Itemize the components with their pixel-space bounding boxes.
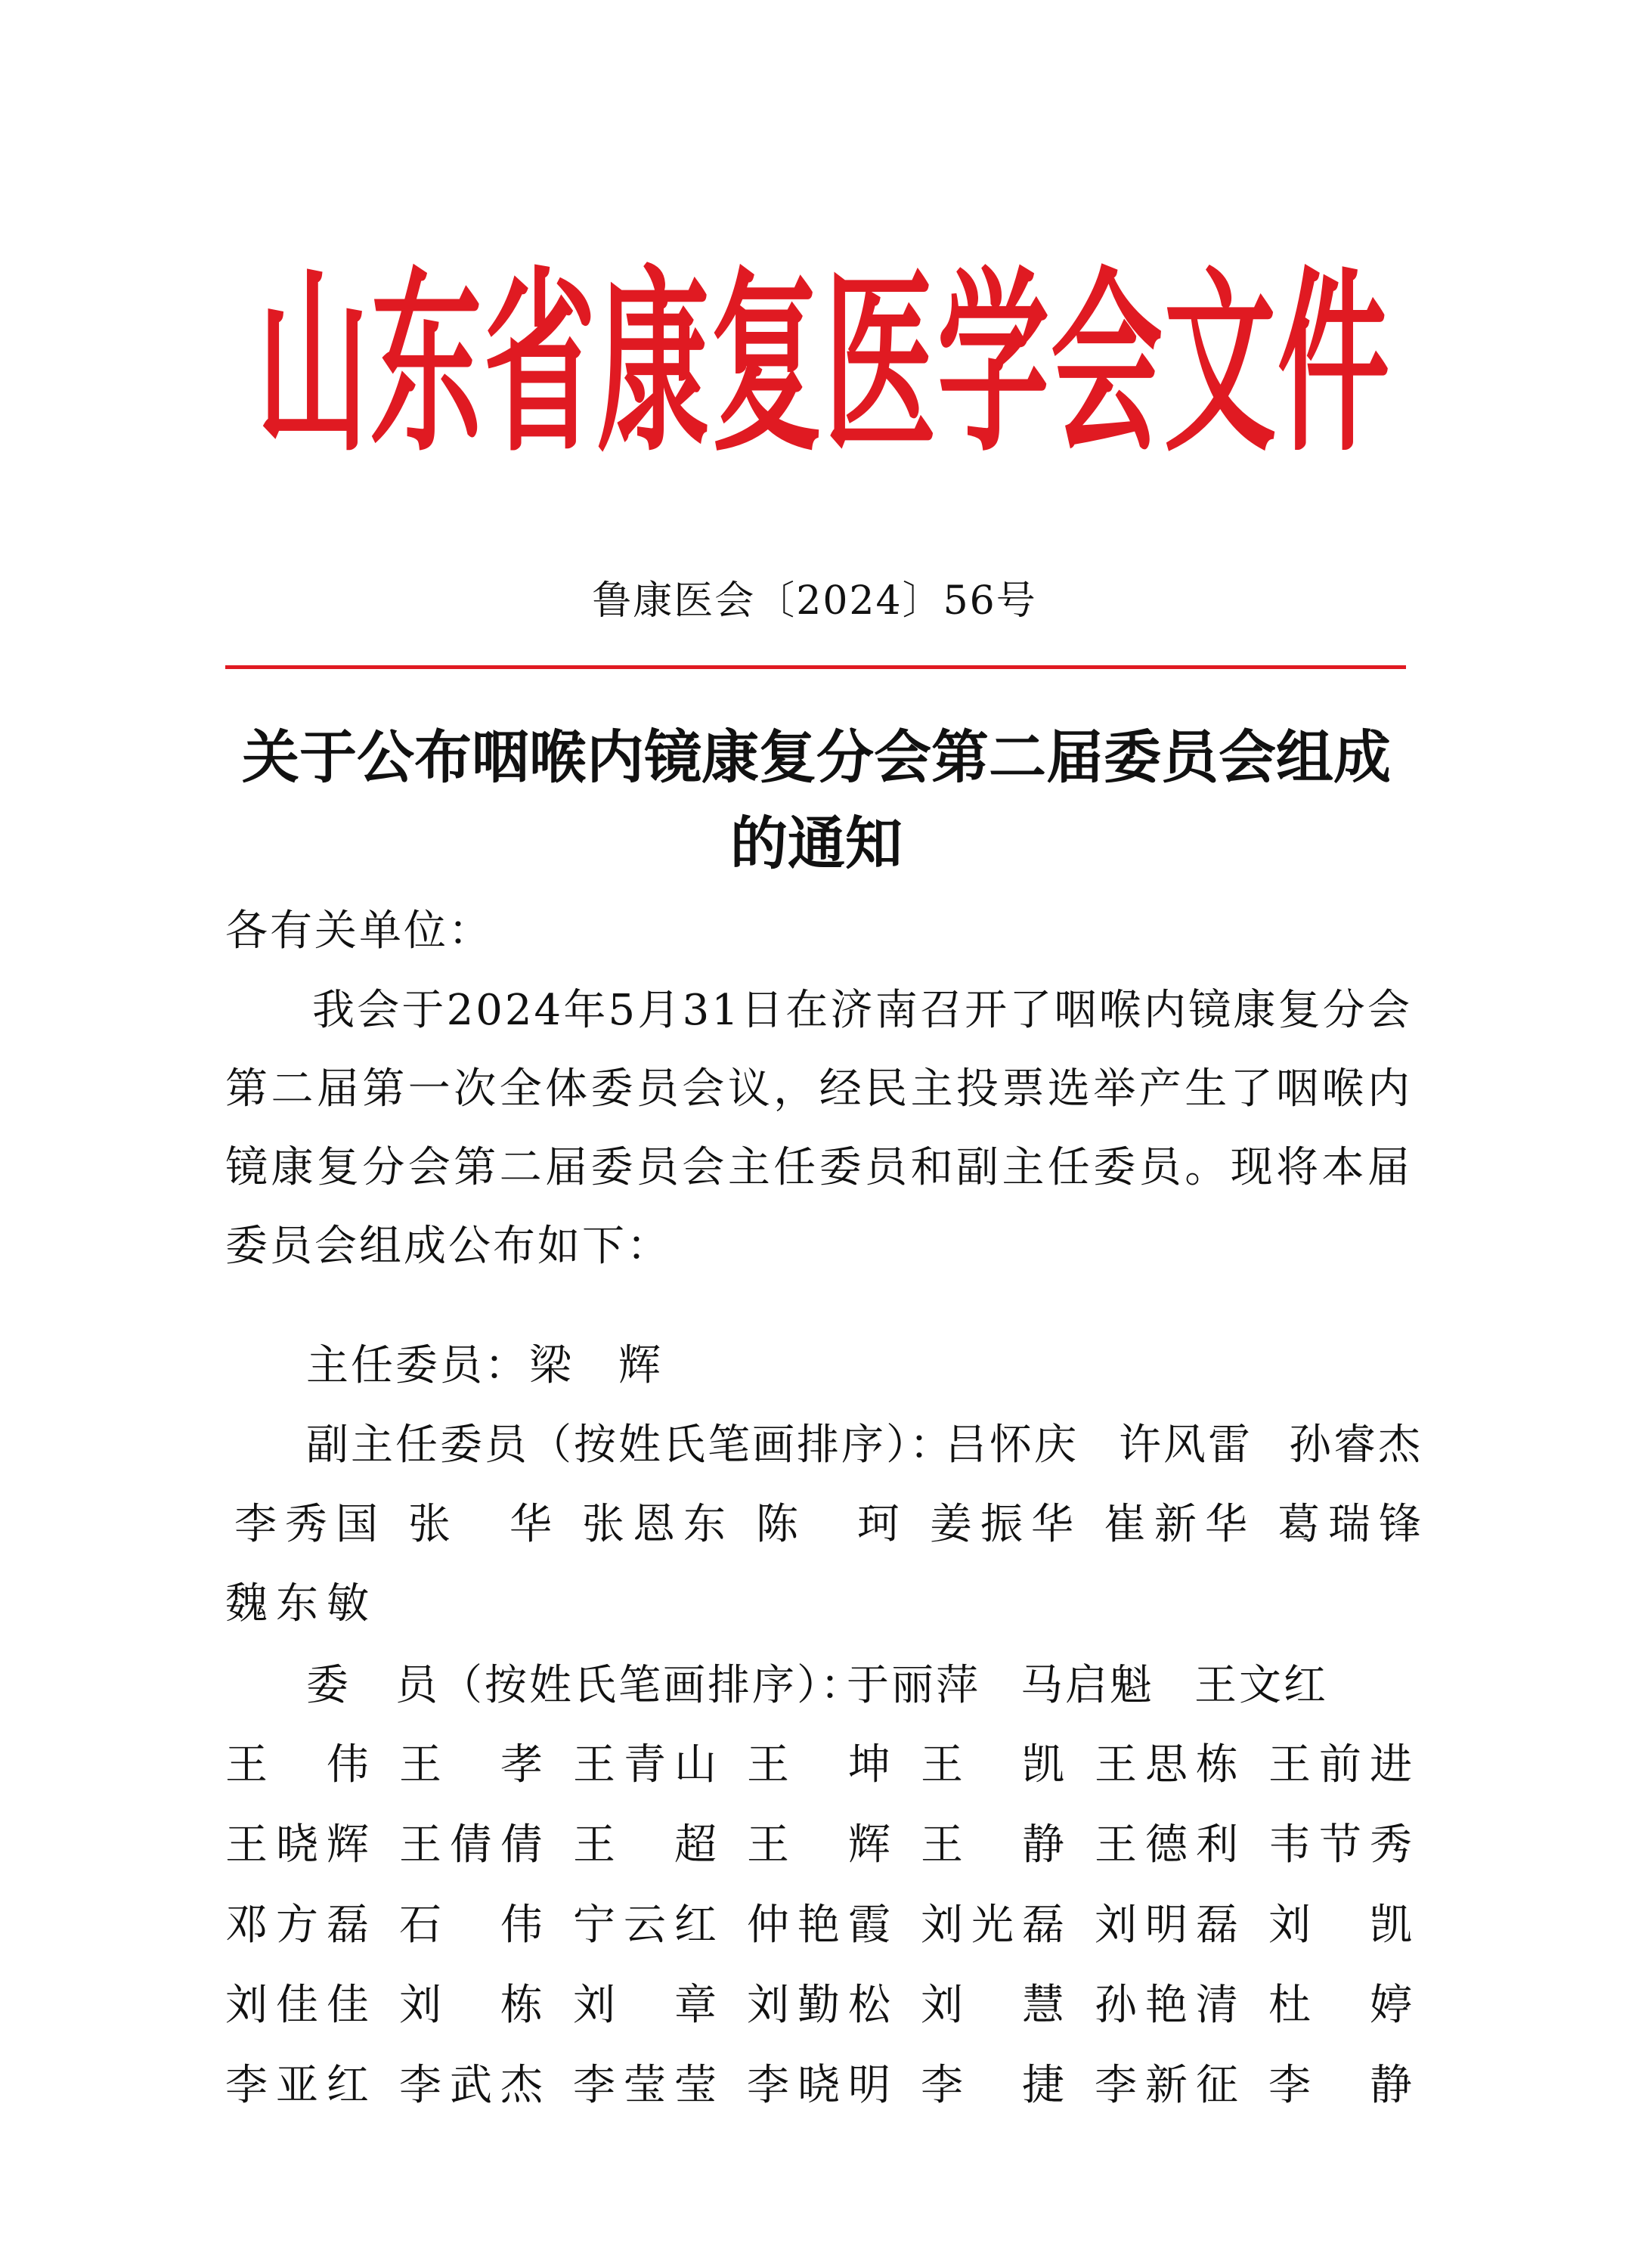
member-name: 刘 凯 [1268, 1901, 1412, 1950]
member-name: 刘 慧 [921, 1981, 1064, 2030]
member-name: 王倩倩 [399, 1820, 543, 1870]
member-name: 刘明磊 [1095, 1901, 1238, 1950]
member-name: 刘光磊 [921, 1901, 1064, 1950]
vice-chair-name: 吕怀庆 [945, 1421, 1079, 1470]
member-name: 王青山 [573, 1740, 717, 1789]
member-name: 杜 婷 [1268, 1981, 1412, 2030]
member-name: 李亚红 [225, 2061, 369, 2110]
member-name: 李武杰 [399, 2061, 543, 2110]
member-name: 王 辉 [747, 1820, 890, 1870]
notice-title-line2: 的通知 [730, 810, 903, 877]
chair-line [306, 1327, 1493, 1405]
notice-title-line1: 关于公布咽喉内镜康复分会第二届委员会组成 [242, 723, 1391, 791]
member-name: 韦节秀 [1268, 1820, 1412, 1870]
member-name: 王 凯 [921, 1740, 1064, 1789]
chair-label: 主任委员： [306, 1341, 529, 1390]
member-name: 李晓明 [747, 2061, 890, 2110]
member-line [306, 1647, 1417, 1725]
vice-chair-line [306, 1406, 1423, 1485]
member-name: 邓方磊 [225, 1901, 369, 1950]
member-row [225, 1806, 1435, 1885]
member-name: 刘 栋 [399, 1981, 543, 2030]
vice-chair-name: 许风雷 [1119, 1421, 1253, 1470]
notice-title [197, 714, 1436, 887]
body-paragraph: 我会于2024年5月31日在济南召开了咽喉内镜康复分会第二届第一次全体委员会议，经民主投票选举产生了咽喉内镜康复分会第二届委员会主任委员和副主任委员。现将本届委员会组成公布如下： [225, 986, 1412, 1271]
member-name: 刘 章 [573, 1981, 717, 2030]
vice-chair-label: 副主任委员（按姓氏笔画排序）： [306, 1421, 954, 1470]
member-label: 委 员（按姓氏笔画排序）： [306, 1661, 865, 1710]
member-name: 王 静 [921, 1820, 1064, 1870]
member-name: 仲艳霞 [747, 1901, 890, 1950]
chair-name: 梁 辉 [529, 1341, 663, 1390]
member-name: 王文红 [1194, 1661, 1328, 1710]
member-name: 刘勤松 [747, 1981, 890, 2030]
member-name: 王 伟 [225, 1740, 369, 1789]
document-number: 鲁康医会〔2024〕56号 [592, 578, 1037, 624]
member-name: 李莹莹 [573, 2061, 717, 2110]
vice-chair-name: 崔新华 [1104, 1500, 1247, 1549]
member-row [225, 1726, 1435, 1805]
vice-chair-row [225, 1565, 1435, 1644]
member-name: 李 捷 [921, 2061, 1064, 2110]
vice-chair-name: 葛瑞锋 [1277, 1500, 1421, 1549]
member-name: 孙艳清 [1095, 1981, 1238, 2030]
salutation: 各有关单位： [225, 906, 493, 956]
member-name: 马启魁 [1020, 1661, 1154, 1710]
vice-chair-name: 张 华 [408, 1500, 552, 1549]
member-name: 王 超 [573, 1820, 717, 1870]
red-divider [225, 665, 1406, 669]
member-name: 石 伟 [399, 1901, 543, 1950]
member-name: 王德利 [1095, 1820, 1238, 1870]
member-name: 于丽萍 [847, 1661, 980, 1710]
member-row [225, 1966, 1435, 2045]
vice-chair-name: 姜振华 [930, 1500, 1073, 1549]
member-row [225, 1886, 1435, 1965]
vice-chair-name: 孙睿杰 [1289, 1421, 1423, 1470]
vice-chair-row [225, 1486, 1435, 1564]
vice-chair-name: 张恩东 [582, 1500, 726, 1549]
masthead-title: 山东省康复医学会文件 [257, 247, 1391, 479]
member-name: 王晓辉 [225, 1820, 369, 1870]
member-name: 王前进 [1268, 1740, 1412, 1789]
member-name: 王 坤 [747, 1740, 890, 1789]
member-name: 宁云红 [573, 1901, 717, 1950]
vice-chair-name: 魏东敏 [225, 1579, 369, 1628]
member-name: 李新征 [1095, 2061, 1238, 2110]
vice-chair-name: 陈 珂 [756, 1500, 900, 1549]
member-name: 王 孝 [399, 1740, 543, 1789]
vice-chair-name: 李秀国 [234, 1500, 378, 1549]
member-name: 李 静 [1268, 2061, 1412, 2110]
member-name: 王思栋 [1095, 1740, 1238, 1789]
member-name: 刘佳佳 [225, 1981, 369, 2030]
member-row [225, 2046, 1435, 2125]
